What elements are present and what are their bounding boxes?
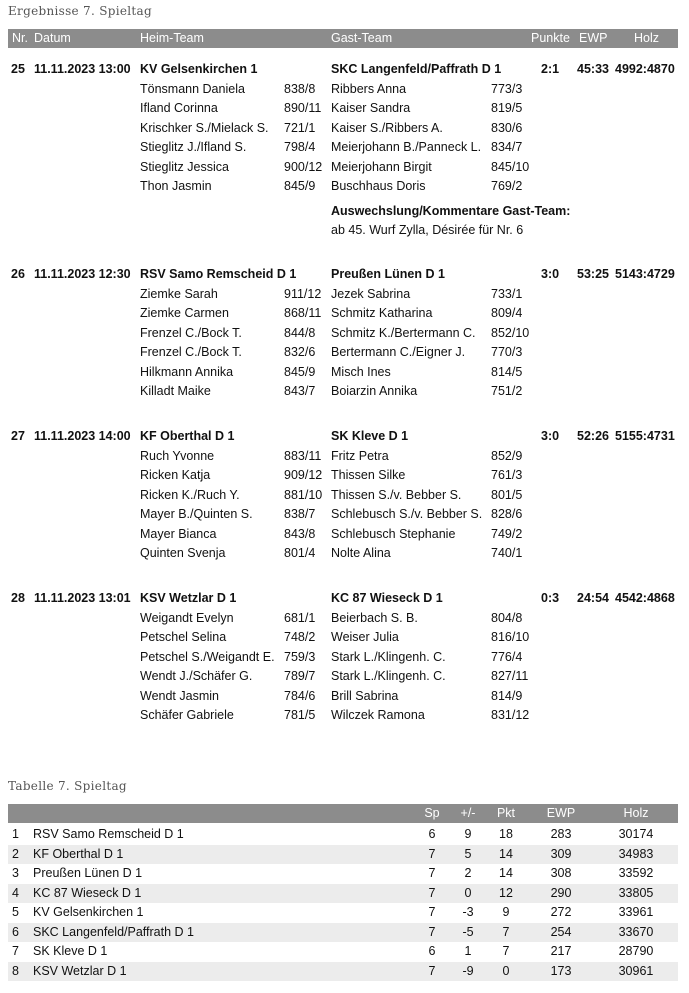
player-row	[0, 486, 689, 506]
away-player-score: 740/1	[491, 546, 523, 560]
table-holz: 33961	[618, 905, 654, 919]
table-team: RSV Samo Remscheid D 1	[33, 827, 184, 841]
away-player: Fritz Petra	[331, 448, 389, 463]
table-holz: 28790	[618, 944, 654, 958]
table-holz: 33805	[618, 885, 654, 900]
home-player-score: 845/9	[284, 179, 316, 193]
table-rank: 4	[12, 885, 19, 900]
table-sp: 6	[428, 944, 436, 958]
match-punkte: 3:0	[541, 429, 560, 443]
home-player: Krischker S./Mielack S.	[140, 120, 269, 135]
away-player: Schlebusch Stephanie	[331, 526, 456, 541]
table-title: Tabelle 7. Spieltag	[8, 779, 127, 793]
table-diff: 9	[464, 827, 472, 841]
player-row	[0, 324, 689, 344]
home-player-score: 838/7	[284, 507, 316, 521]
table-pkt: 18	[499, 827, 513, 841]
away-player: Thissen S./v. Bebber S.	[331, 487, 462, 502]
away-player: Brill Sabrina	[331, 688, 399, 703]
home-team-name: KF Oberthal D 1	[140, 429, 235, 443]
home-player: Mayer B./Quinten S.	[140, 507, 253, 521]
home-player: Frenzel C./Bock T.	[140, 345, 242, 359]
home-player: Thon Jasmin	[140, 179, 212, 193]
table-diff: -3	[462, 905, 474, 919]
table-pkt: 7	[502, 944, 510, 958]
table-holz: 30961	[618, 963, 654, 978]
home-player: Mayer Bianca	[140, 526, 217, 541]
match-holz: 5143:4729	[615, 267, 675, 281]
table-team: KC 87 Wieseck D 1	[33, 885, 142, 900]
table-team: Preußen Lünen D 1	[33, 866, 143, 880]
home-team-name: KSV Wetzlar D 1	[140, 591, 237, 605]
away-team-name: SK Kleve D 1	[331, 429, 409, 443]
home-player-score: 801/4	[284, 546, 316, 560]
away-player: Boiarzin Annika	[331, 384, 418, 398]
match-holz: 4992:4870	[615, 62, 675, 76]
table-sp: 7	[428, 924, 436, 939]
home-player-score: 843/8	[284, 526, 316, 541]
away-player: Bertermann C./Eigner J.	[331, 345, 466, 359]
match-punkte: 0:3	[541, 591, 560, 605]
home-player-score: 845/9	[284, 364, 316, 379]
home-player-score: 911/12	[284, 286, 322, 301]
home-player: Wendt Jasmin	[140, 688, 219, 703]
match-datum: 11.11.2023 12:30	[34, 267, 131, 281]
table-holz: 33670	[618, 924, 654, 939]
home-team-name: RSV Samo Remscheid D 1	[140, 267, 297, 281]
table-team: SKC Langenfeld/Paffrath D 1	[33, 924, 194, 939]
home-player: Ziemke Sarah	[140, 286, 218, 301]
home-player: Quinten Svenja	[140, 546, 226, 560]
table-ewp: 217	[550, 944, 572, 958]
player-row	[0, 99, 689, 119]
home-player: Petschel Selina	[140, 630, 227, 644]
table-pkt: 0	[502, 963, 510, 978]
home-player: Stieglitz J./Ifland S.	[140, 140, 247, 154]
table-team: KF Oberthal D 1	[33, 846, 124, 861]
away-player-score: 827/11	[491, 669, 529, 683]
player-row	[0, 343, 689, 363]
match-ewp: 53:25	[577, 267, 609, 281]
away-player: Beierbach S. B.	[331, 610, 418, 625]
match-ewp: 52:26	[577, 429, 609, 443]
player-row	[0, 544, 689, 564]
away-player-score: 761/3	[491, 468, 523, 482]
home-player: Hilkmann Annika	[140, 364, 234, 379]
player-row	[0, 382, 689, 402]
away-player-score: 773/3	[491, 81, 523, 96]
player-row	[0, 80, 689, 100]
table-pkt: 7	[502, 924, 510, 939]
player-row	[0, 505, 689, 525]
table-row	[8, 962, 678, 982]
away-team-name: KC 87 Wieseck D 1	[331, 591, 443, 605]
player-row	[0, 304, 689, 324]
home-player: Ricken Katja	[140, 468, 211, 482]
away-player-score: 801/5	[491, 487, 523, 502]
away-player-score: 852/9	[491, 448, 523, 463]
away-player-score: 816/10	[491, 630, 530, 644]
table-diff: 1	[464, 944, 472, 958]
comment-title: Auswechslung/Kommentare Gast-Team:	[331, 203, 571, 218]
table-row	[8, 903, 678, 923]
home-player-score: 781/5	[284, 708, 316, 722]
table-sp: 6	[428, 827, 436, 841]
home-player: Schäfer Gabriele	[140, 708, 234, 722]
match-nr: 26	[11, 267, 25, 281]
table-ewp: 173	[550, 963, 572, 978]
away-player-score: 814/5	[491, 364, 523, 379]
home-player-score: 832/6	[284, 345, 316, 359]
match-datum: 11.11.2023 13:00	[34, 62, 131, 76]
away-player-score: 776/4	[491, 649, 523, 664]
header-gast-team: Gast-Team	[331, 31, 393, 45]
header-sp: Sp	[424, 806, 440, 820]
table-ewp: 283	[550, 827, 572, 841]
player-row	[0, 609, 689, 629]
home-player: Weigandt Evelyn	[140, 610, 234, 625]
header-datum: Datum	[34, 31, 71, 45]
away-player: Buschhaus Doris	[331, 179, 426, 193]
away-player: Schlebusch S./v. Bebber S.	[331, 507, 483, 521]
table-team: KV Gelsenkirchen 1	[33, 905, 144, 919]
table-ewp: 272	[550, 905, 572, 919]
player-row	[0, 466, 689, 486]
away-player: Stark L./Klingenh. C.	[331, 669, 446, 683]
away-player: Schmitz K./Bertermann C.	[331, 325, 476, 340]
away-player-score: 852/10	[491, 325, 530, 340]
match-holz: 4542:4868	[615, 591, 675, 605]
table-sp: 7	[428, 885, 436, 900]
player-row	[0, 138, 689, 158]
away-player: Nolte Alina	[331, 546, 391, 560]
away-player-score: 845/10	[491, 159, 530, 174]
table-ewp: 308	[550, 866, 572, 880]
match-nr: 27	[11, 429, 25, 443]
table-rank: 7	[12, 944, 19, 958]
home-player: Ricken K./Ruch Y.	[140, 487, 240, 502]
away-player-score: 749/2	[491, 526, 523, 541]
table-ewp: 254	[550, 924, 572, 939]
away-player: Kaiser Sandra	[331, 101, 411, 115]
home-player: Ruch Yvonne	[140, 448, 215, 463]
home-player: Frenzel C./Bock T.	[140, 325, 242, 340]
player-row	[0, 177, 689, 197]
table-rank: 2	[12, 846, 19, 861]
away-player-score: 834/7	[491, 140, 523, 154]
table-sp: 7	[428, 866, 436, 880]
home-player-score: 900/12	[284, 159, 323, 174]
away-player: Ribbers Anna	[331, 81, 407, 96]
away-player: Thissen Silke	[331, 468, 406, 482]
away-player-score: 831/12	[491, 708, 530, 722]
match-datum: 11.11.2023 13:01	[34, 591, 131, 605]
away-player: Meierjohann B./Panneck L.	[331, 140, 482, 154]
away-player-score: 830/6	[491, 120, 523, 135]
match-ewp: 24:54	[577, 591, 609, 605]
table-diff: 0	[464, 885, 472, 900]
match-header-row	[0, 589, 689, 609]
match-punkte: 2:1	[541, 62, 560, 76]
away-player-score: 814/9	[491, 688, 523, 703]
away-player: Wilczek Ramona	[331, 708, 425, 722]
match-nr: 25	[11, 62, 25, 76]
away-player: Schmitz Katharina	[331, 306, 433, 320]
away-player-score: 828/6	[491, 507, 523, 521]
player-row	[0, 706, 689, 726]
match-punkte: 3:0	[541, 267, 560, 281]
match-header-row	[0, 427, 689, 447]
results-title: Ergebnisse 7. Spieltag	[8, 4, 152, 18]
home-player-score: 843/7	[284, 384, 316, 398]
player-row	[0, 525, 689, 545]
table-holz: 30174	[618, 827, 654, 841]
table-rank: 8	[12, 963, 19, 978]
home-player-score: 784/6	[284, 688, 316, 703]
table-row	[8, 864, 678, 884]
match-nr: 28	[11, 591, 25, 605]
header-pkt: Pkt	[496, 806, 516, 820]
table-holz: 34983	[618, 846, 654, 861]
table-header	[8, 804, 678, 823]
away-player: Jezek Sabrina	[331, 286, 411, 301]
player-row	[0, 687, 689, 707]
header-table-holz: Holz	[623, 806, 649, 820]
home-player: Petschel S./Weigandt E.	[140, 649, 275, 664]
home-player: Stieglitz Jessica	[140, 159, 229, 174]
table-team: KSV Wetzlar D 1	[33, 963, 127, 978]
home-player-score: 798/4	[284, 140, 316, 154]
away-player-score: 809/4	[491, 306, 523, 320]
home-player-score: 789/7	[284, 669, 316, 683]
away-team-name: SKC Langenfeld/Paffrath D 1	[331, 62, 502, 76]
match-holz: 5155:4731	[615, 429, 675, 443]
match-header-row	[0, 265, 689, 285]
away-player-score: 770/3	[491, 345, 523, 359]
header-diff: +/-	[460, 806, 476, 820]
table-rank: 6	[12, 924, 19, 939]
home-player: Tönsmann Daniela	[140, 81, 245, 96]
home-player-score: 868/11	[284, 306, 322, 320]
table-row	[8, 825, 678, 845]
table-pkt: 9	[502, 905, 510, 919]
results-header	[8, 29, 678, 48]
away-player-score: 733/1	[491, 286, 523, 301]
table-row	[8, 845, 678, 865]
player-row	[0, 363, 689, 383]
away-player-score: 751/2	[491, 384, 523, 398]
home-player: Wendt J./Schäfer G.	[140, 669, 253, 683]
table-diff: -9	[462, 963, 474, 978]
player-row	[0, 158, 689, 178]
away-player: Meierjohann Birgit	[331, 159, 432, 174]
home-player-score: 844/8	[284, 325, 316, 340]
away-player-score: 804/8	[491, 610, 523, 625]
away-player: Weiser Julia	[331, 630, 399, 644]
table-ewp: 309	[550, 846, 572, 861]
home-player-score: 681/1	[284, 610, 316, 625]
away-player-score: 819/5	[491, 101, 523, 115]
header-ewp: EWP	[579, 31, 608, 45]
home-player-score: 881/10	[284, 487, 323, 502]
player-row	[0, 285, 689, 305]
table-sp: 7	[428, 846, 436, 861]
header-punkte: Punkte	[531, 31, 570, 45]
home-player-score: 890/11	[284, 101, 322, 115]
table-rank: 5	[12, 905, 19, 919]
home-player-score: 721/1	[284, 120, 316, 135]
away-player: Kaiser S./Ribbers A.	[331, 120, 443, 135]
player-row	[0, 119, 689, 139]
home-player-score: 883/11	[284, 448, 322, 463]
table-row	[8, 923, 678, 943]
header-heim-team: Heim-Team	[140, 31, 204, 45]
table-pkt: 14	[499, 866, 513, 880]
player-row	[0, 648, 689, 668]
table-sp: 7	[428, 905, 436, 919]
home-player-score: 748/2	[284, 630, 316, 644]
table-diff: -5	[462, 924, 474, 939]
table-pkt: 14	[499, 846, 513, 861]
home-player: Ifland Corinna	[140, 101, 218, 115]
comment-row	[0, 221, 689, 241]
match-ewp: 45:33	[577, 62, 609, 76]
header-table-ewp: EWP	[546, 806, 576, 820]
home-player-score: 909/12	[284, 468, 323, 482]
table-holz: 33592	[618, 866, 654, 880]
header-nr: Nr.	[12, 31, 28, 45]
away-player-score: 769/2	[491, 179, 523, 193]
comment-row	[0, 202, 689, 222]
home-team-name: KV Gelsenkirchen 1	[140, 62, 258, 76]
home-player-score: 759/3	[284, 649, 316, 664]
home-player-score: 838/8	[284, 81, 316, 96]
table-row	[8, 884, 678, 904]
player-row	[0, 667, 689, 687]
table-row	[8, 942, 678, 962]
player-row	[0, 447, 689, 467]
table-sp: 7	[428, 963, 436, 978]
table-diff: 5	[464, 846, 472, 861]
player-row	[0, 628, 689, 648]
match-header-row	[0, 60, 689, 80]
comment-text: ab 45. Wurf Zylla, Désirée für Nr. 6	[331, 223, 524, 237]
header-holz: Holz	[634, 31, 660, 45]
away-player: Stark L./Klingenh. C.	[331, 649, 446, 664]
away-player: Misch Ines	[331, 364, 391, 379]
table-ewp: 290	[550, 885, 572, 900]
table-rank: 3	[12, 866, 19, 880]
table-diff: 2	[464, 866, 472, 880]
table-team: SK Kleve D 1	[33, 944, 108, 958]
home-player: Killadt Maike	[140, 384, 211, 398]
table-pkt: 12	[499, 885, 513, 900]
table-rank: 1	[12, 827, 19, 841]
away-team-name: Preußen Lünen D 1	[331, 267, 445, 281]
home-player: Ziemke Carmen	[140, 306, 229, 320]
match-datum: 11.11.2023 14:00	[34, 429, 131, 443]
